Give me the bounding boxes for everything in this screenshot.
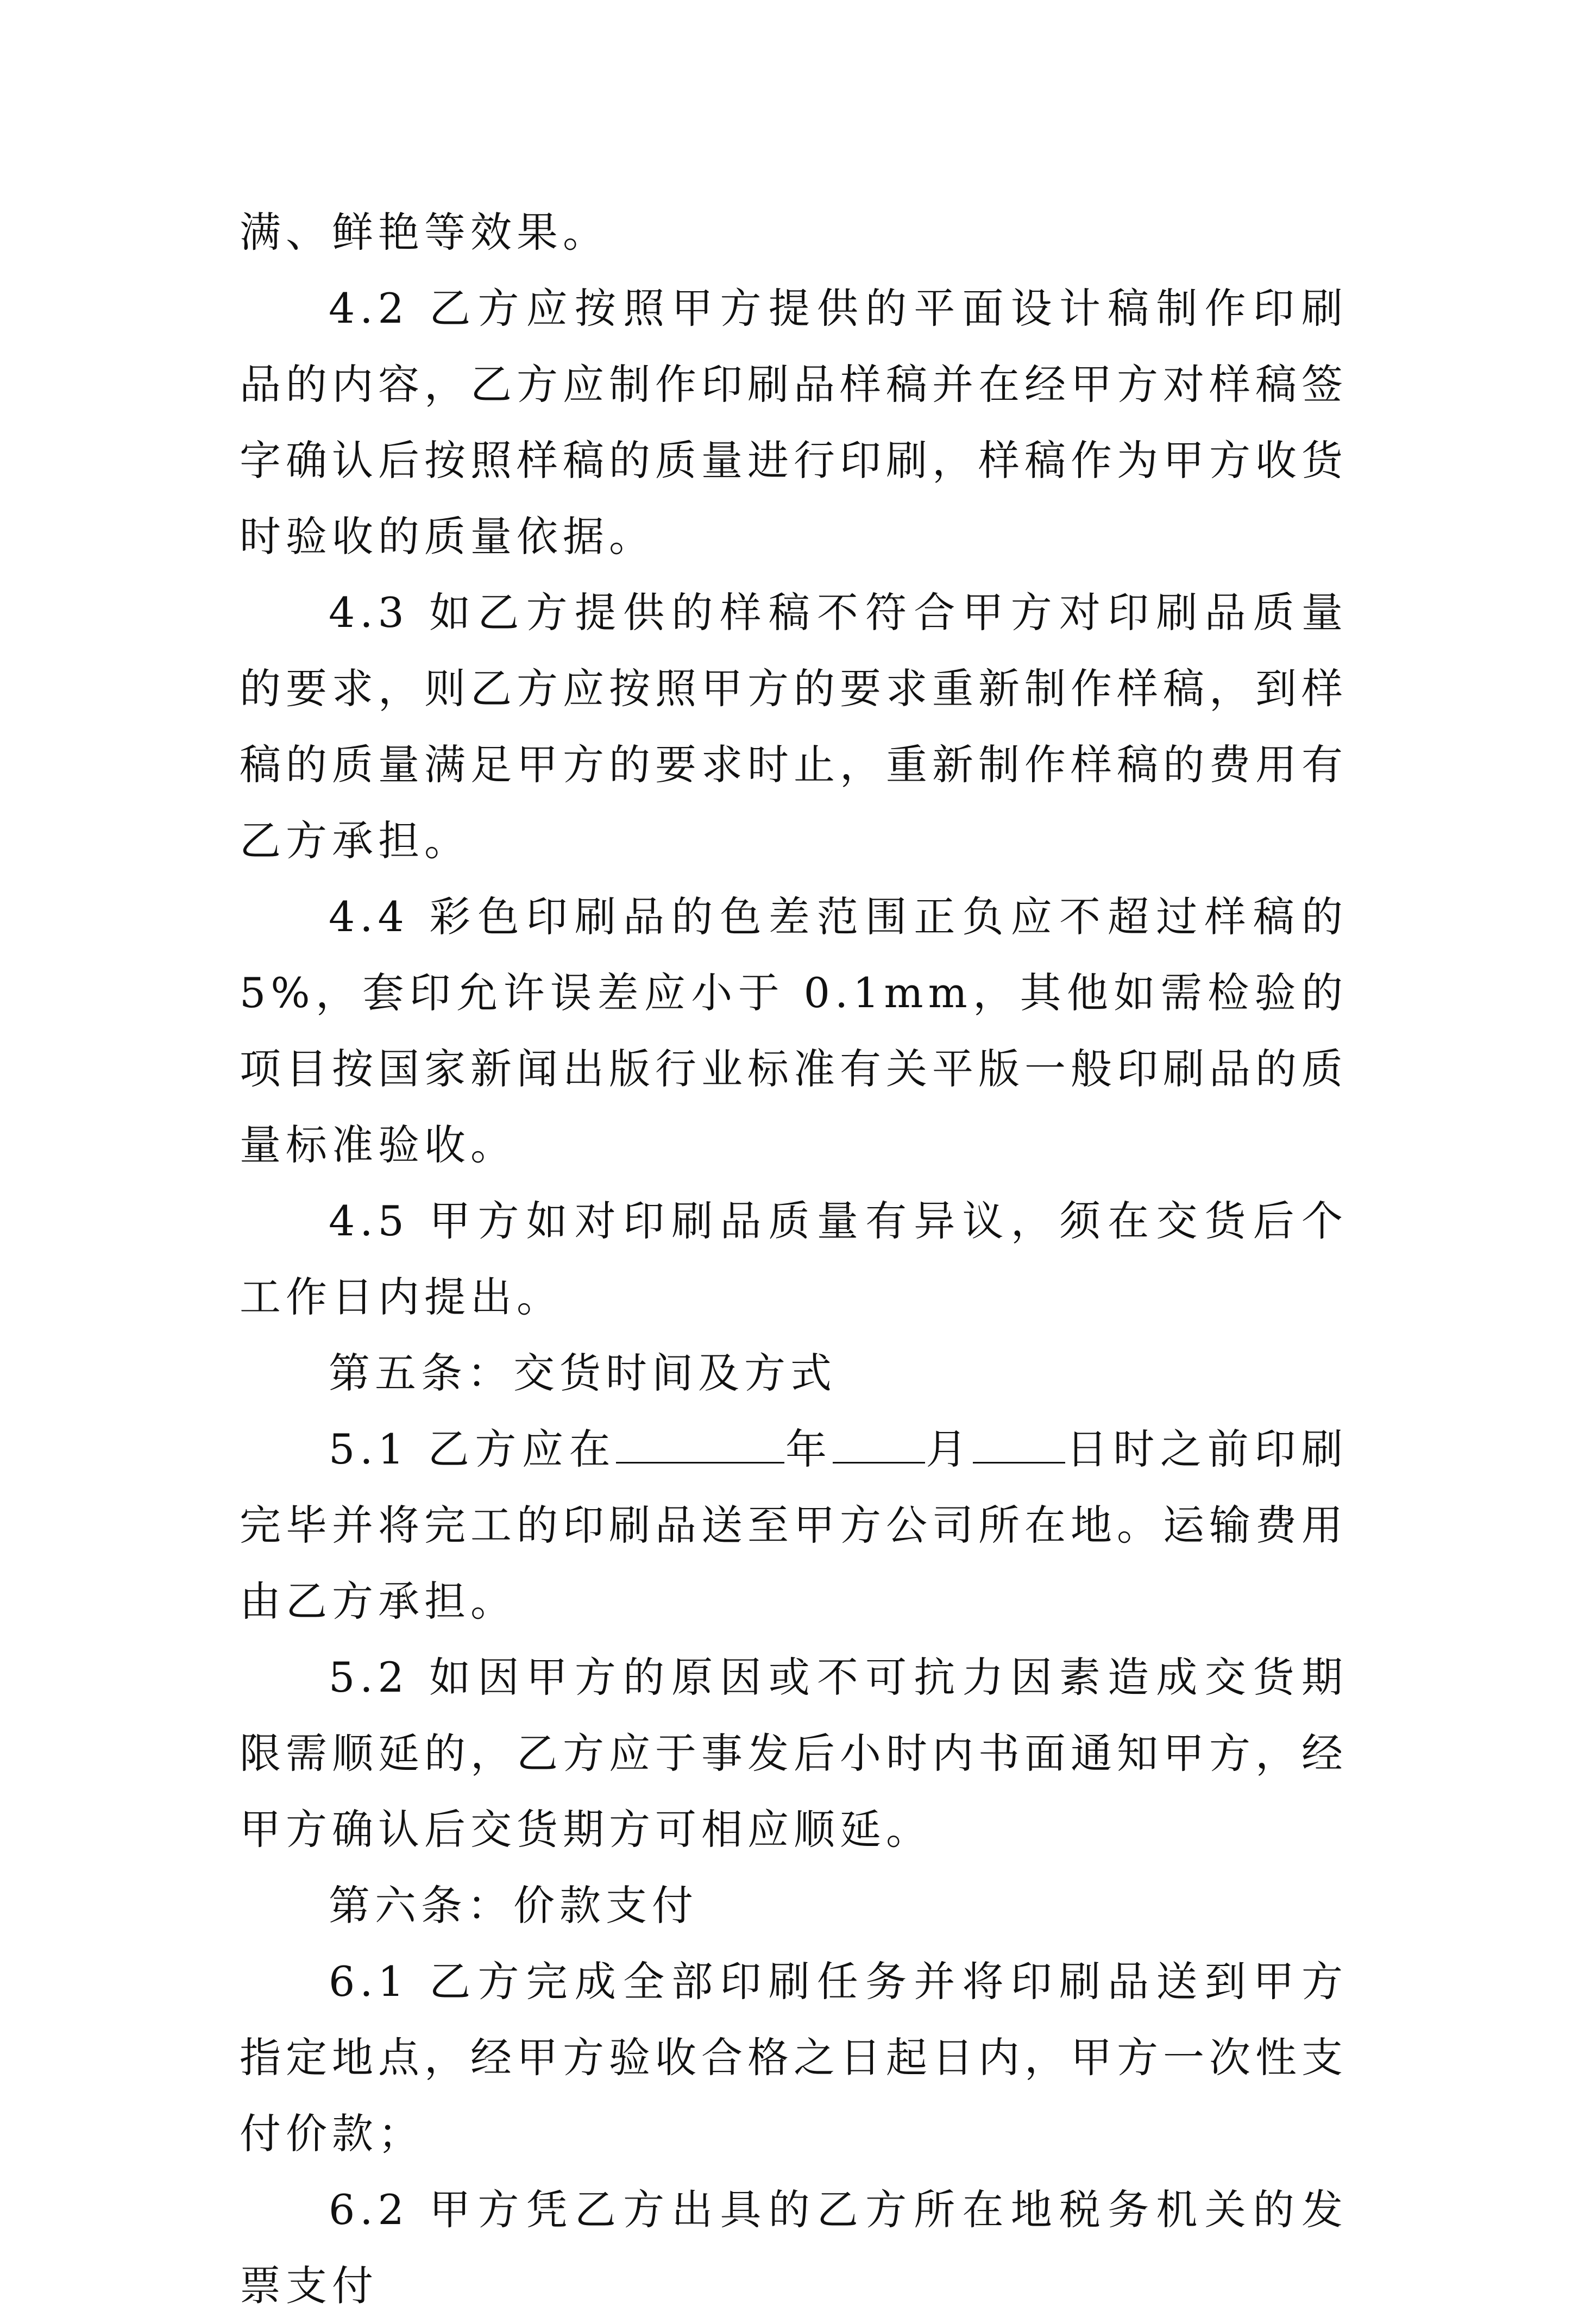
month-blank bbox=[833, 1428, 925, 1464]
clause-5-1-suffix: 日时之前印刷完毕并将完工的印刷品送至甲方公司所在地。运输费用由乙方承担。 bbox=[240, 1425, 1348, 1625]
year-label: 年 bbox=[784, 1425, 833, 1473]
clause-4-3: 4.3 如乙方提供的样稿不符合甲方对印刷品质量的要求，则乙方应按照甲方的要求重新制作样稿，到样稿的质量满足甲方的要求时止，重新制作样稿的费用有乙方承担。 bbox=[240, 588, 1348, 865]
clause-4-4: 4.4 彩色印刷品的色差范围正负应不超过样稿的5%，套印允许误差应小于 0.1mm，其他如需检验的项目按国家新闻出版行业标准有关平版一般印刷品的质量标准验收。 bbox=[240, 893, 1348, 1169]
clause-5-2: 5.2 如因甲方的原因或不可抗力因素造成交货期限需顺延的，乙方应于事发后小时内书面通知甲方，经甲方确认后交货期方可相应顺延。 bbox=[240, 1653, 1348, 1854]
day-blank bbox=[973, 1428, 1065, 1464]
contract-body bbox=[240, 194, 1348, 2324]
article-6-heading: 第六条：价款支付 bbox=[329, 1881, 698, 1930]
paragraph-continuation: 满、鲜艳等效果。 bbox=[240, 208, 609, 256]
clause-6-1: 6.1 乙方完成全部印刷任务并将印刷品送到甲方指定地点，经甲方验收合格之日起日内，甲方一次性支付价款； bbox=[240, 1957, 1348, 2158]
clause-4-2: 4.2 乙方应按照甲方提供的平面设计稿制作印刷品的内容，乙方应制作印刷品样稿并在经甲方对样稿签字确认后按照样稿的质量进行印刷，样稿作为甲方收货时验收的质量依据。 bbox=[240, 284, 1348, 561]
year-blank bbox=[616, 1428, 784, 1464]
clause-5-1-prefix: 5.1 乙方应在 bbox=[329, 1425, 617, 1473]
clause-4-5: 4.5 甲方如对印刷品质量有异议，须在交货后个工作日内提出。 bbox=[240, 1197, 1348, 1321]
clause-5-1 bbox=[240, 1411, 1348, 1640]
article-5-heading: 第五条：交货时间及方式 bbox=[329, 1349, 837, 1397]
month-label: 月 bbox=[925, 1425, 973, 1473]
clause-6-2: 6.2 甲方凭乙方出具的乙方所在地税务机关的发票支付 bbox=[240, 2185, 1348, 2310]
